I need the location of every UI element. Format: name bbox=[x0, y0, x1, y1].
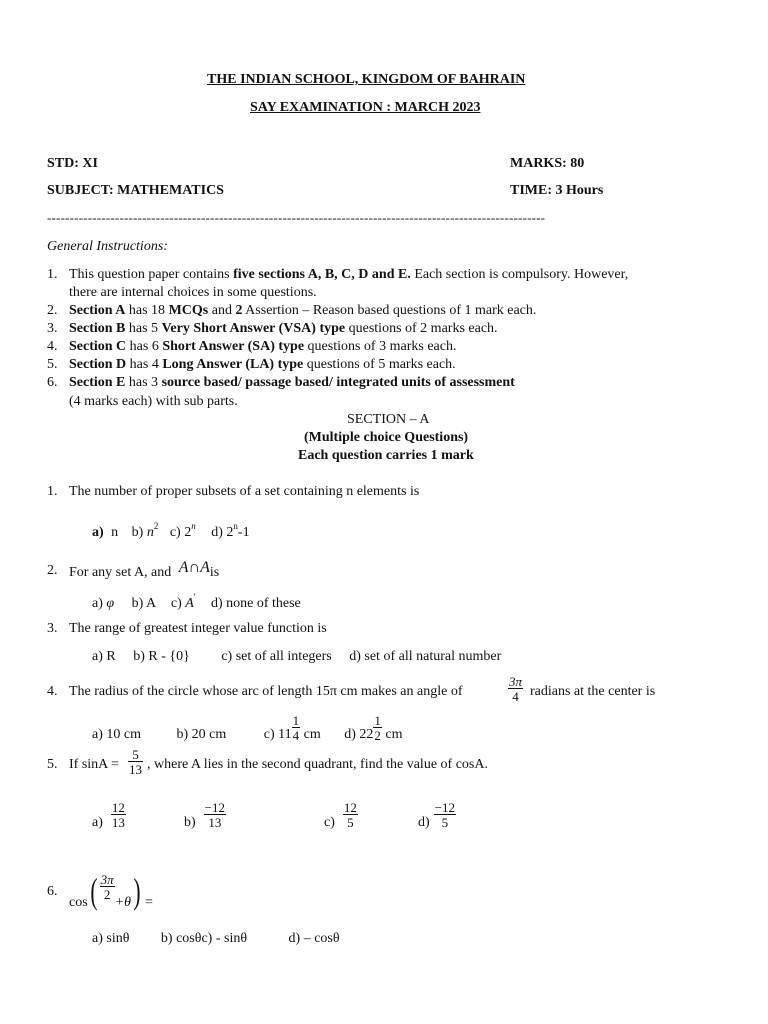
option-a-label: a) bbox=[92, 815, 103, 831]
option-d: d) – cosθ bbox=[288, 931, 340, 946]
option-c-label: c) bbox=[170, 596, 182, 611]
option-d: d) set of all natural number bbox=[349, 649, 502, 664]
item-bold: Very Short Answer (VSA) type bbox=[161, 321, 346, 336]
option-c-label: c) bbox=[324, 815, 335, 831]
option-c: c) - sinθ bbox=[201, 931, 248, 946]
section-note: Each question carries 1 mark bbox=[298, 448, 474, 463]
option-b-exponent: 2 bbox=[153, 521, 159, 531]
time-label: TIME: 3 Hours bbox=[510, 183, 604, 198]
question-4-tail: radians at the center is bbox=[530, 684, 656, 699]
option-c-exponent: n bbox=[191, 521, 196, 531]
fraction-denominator: 5 bbox=[434, 814, 456, 829]
fraction-numerator: 3π bbox=[509, 674, 523, 689]
question-5-fraction bbox=[128, 748, 143, 776]
instruction-item bbox=[47, 339, 457, 354]
option-b: b) cosθ bbox=[160, 931, 202, 946]
fraction-denominator: 2 bbox=[100, 886, 115, 901]
option-b-fraction bbox=[204, 801, 226, 829]
option-c-value: 2 bbox=[184, 525, 192, 540]
option-a-value: n bbox=[111, 525, 119, 540]
question-text: The number of proper subsets of a set containing n elements is bbox=[69, 484, 420, 499]
question-4-fraction bbox=[508, 675, 523, 703]
option-d-label: d) bbox=[418, 815, 430, 831]
option-c-value: A bbox=[185, 596, 194, 611]
question-4-options bbox=[92, 714, 403, 742]
option-b-value: n bbox=[146, 525, 154, 540]
fraction bbox=[100, 873, 115, 901]
item-text: Each section is compulsory. However, bbox=[410, 267, 629, 282]
instruction-item bbox=[47, 357, 456, 372]
question-number: 4. bbox=[47, 684, 58, 699]
item-text: questions of 3 marks each. bbox=[304, 339, 457, 354]
std-label: STD: XI bbox=[47, 156, 98, 171]
item-number: 2. bbox=[47, 303, 58, 318]
instruction-item bbox=[47, 267, 629, 282]
question-1-options bbox=[92, 522, 250, 540]
school-title: THE INDIAN SCHOOL, KINGDOM OF BAHRAIN bbox=[207, 72, 526, 87]
math-expression: A∩A bbox=[178, 559, 210, 576]
fraction-denominator: 13 bbox=[111, 815, 125, 830]
fraction-denominator: 4 bbox=[508, 688, 523, 703]
option-c-fraction bbox=[292, 714, 301, 742]
fraction bbox=[508, 675, 523, 703]
item-text: has 3 bbox=[125, 375, 162, 390]
item-number: 5. bbox=[47, 357, 58, 372]
option-a: a) sinθ bbox=[92, 931, 130, 946]
item-number: 3. bbox=[47, 321, 58, 336]
option-b: b) 20 cm bbox=[176, 727, 227, 743]
question-5-option-c bbox=[324, 801, 358, 829]
item-text: has 6 bbox=[126, 339, 163, 354]
fraction-numerator: 12 bbox=[343, 800, 357, 815]
question-number: 5. bbox=[47, 757, 58, 772]
fraction-numerator: 3π bbox=[100, 872, 114, 887]
question-5-tail: , where A lies in the second quadrant, find the value of cosA. bbox=[147, 757, 488, 772]
question-text: For any set A, and bbox=[69, 565, 175, 580]
item-number: 4. bbox=[47, 339, 58, 354]
question-5-option-b bbox=[184, 801, 226, 829]
item-bold: Section A bbox=[69, 303, 126, 318]
math-function: cos bbox=[69, 895, 88, 911]
fraction-numerator: 12 bbox=[111, 800, 125, 815]
equals-sign: = bbox=[145, 895, 153, 911]
exam-title: SAY EXAMINATION : MARCH 2023 bbox=[250, 100, 481, 115]
option-c-fraction bbox=[343, 801, 358, 829]
fraction-numerator: −12 bbox=[204, 800, 226, 815]
item-bold: Long Answer (LA) type bbox=[162, 357, 304, 372]
question-3 bbox=[47, 621, 327, 636]
question-5-option-a bbox=[92, 801, 126, 829]
fraction-denominator: 5 bbox=[343, 814, 358, 829]
question-4 bbox=[47, 684, 463, 699]
instructions-heading: General Instructions: bbox=[47, 239, 168, 254]
item-text: has 18 bbox=[125, 303, 169, 318]
question-2 bbox=[47, 559, 220, 580]
option-d-exponent: n bbox=[233, 521, 238, 531]
instruction-item bbox=[47, 375, 515, 390]
question-number: 3. bbox=[47, 621, 58, 636]
fraction-denominator: 13 bbox=[204, 814, 226, 829]
question-5 bbox=[47, 757, 119, 772]
item-bold: Section C bbox=[69, 339, 127, 354]
option-c-whole: c) 11 bbox=[263, 727, 292, 743]
question-text: The range of greatest integer value function is bbox=[69, 621, 327, 636]
fraction-numerator: −12 bbox=[434, 800, 456, 815]
option-b: b) R - {0} bbox=[133, 649, 190, 664]
item-bold: MCQs bbox=[168, 303, 209, 318]
option-d-tail: -1 bbox=[237, 525, 250, 540]
question-1 bbox=[47, 484, 420, 499]
option-d-label: d) bbox=[211, 525, 223, 540]
instruction-item-cont: (4 marks each) with sub parts. bbox=[69, 394, 238, 409]
item-bold: 2 bbox=[235, 303, 243, 318]
option-a: a) 10 cm bbox=[92, 727, 141, 743]
option-c-label: c) bbox=[169, 525, 181, 540]
option-d-fraction bbox=[373, 714, 382, 742]
option-b-label: b) bbox=[131, 525, 144, 540]
item-bold: five sections A, B, C, D and E. bbox=[233, 267, 411, 282]
instruction-item bbox=[47, 321, 498, 336]
option-c: c) set of all integers bbox=[221, 649, 332, 664]
subject-label: SUBJECT: MATHEMATICS bbox=[47, 183, 224, 198]
instruction-item-cont: there are internal choices in some questions. bbox=[69, 285, 317, 300]
option-c-prime: ' bbox=[193, 592, 196, 602]
option-a-value: φ bbox=[106, 596, 115, 611]
question-2-options bbox=[92, 593, 301, 611]
section-title: SECTION – A bbox=[347, 412, 430, 427]
fraction-numerator: 1 bbox=[374, 713, 381, 728]
math-term: +θ bbox=[114, 895, 132, 911]
option-a-fraction bbox=[111, 801, 126, 829]
option-d-fraction bbox=[434, 801, 456, 829]
option-d-whole: d) 22 bbox=[344, 727, 374, 743]
option-c-unit: cm bbox=[303, 727, 321, 743]
option-d-unit: cm bbox=[385, 727, 403, 743]
question-text: If sinA = bbox=[69, 757, 119, 772]
question-5-option-d bbox=[418, 801, 456, 829]
item-text: questions of 2 marks each. bbox=[345, 321, 498, 336]
question-6-options bbox=[92, 932, 340, 946]
option-a: a) R bbox=[92, 649, 116, 664]
paren-close: ) bbox=[133, 871, 141, 911]
item-bold: source based/ passage based/ integrated units of assessment bbox=[161, 375, 515, 390]
item-bold: Section D bbox=[69, 357, 127, 372]
option-d-value: 2 bbox=[226, 525, 234, 540]
option-b: b) A bbox=[131, 596, 156, 611]
fraction-numerator: 1 bbox=[292, 713, 300, 728]
paren-open: ( bbox=[90, 871, 98, 911]
question-3-options bbox=[92, 650, 501, 664]
option-b-label: b) bbox=[184, 815, 196, 831]
separator-line: -------------------------------------------------------------------------------------------------------------- bbox=[47, 210, 546, 225]
fraction-denominator: 13 bbox=[129, 762, 142, 777]
fraction-denominator: 2 bbox=[374, 728, 381, 743]
fraction-denominator: 4 bbox=[292, 728, 300, 743]
question-number: 6. bbox=[47, 884, 58, 899]
option-a-label: a) bbox=[92, 525, 104, 540]
option-a-label: a) bbox=[92, 596, 103, 611]
question-text-tail: is bbox=[209, 565, 220, 580]
item-text: has 4 bbox=[126, 357, 163, 372]
item-bold: Short Answer (SA) type bbox=[162, 339, 305, 354]
question-number: 1. bbox=[47, 484, 58, 499]
option-d: d) none of these bbox=[210, 596, 301, 611]
section-subtitle: (Multiple choice Questions) bbox=[304, 430, 469, 445]
question-number: 2. bbox=[47, 563, 58, 578]
item-text: questions of 5 marks each. bbox=[303, 357, 456, 372]
marks-label: MARKS: 80 bbox=[510, 156, 585, 171]
fraction-numerator: 5 bbox=[132, 747, 139, 762]
item-text: This question paper contains bbox=[69, 267, 234, 282]
item-text: and bbox=[208, 303, 236, 318]
question-text: The radius of the circle whose arc of length 15π cm makes an angle of bbox=[69, 684, 463, 699]
fraction bbox=[128, 748, 143, 776]
instruction-item bbox=[47, 303, 537, 318]
item-text: Assertion – Reason based questions of 1 mark each. bbox=[242, 303, 537, 318]
item-number: 1. bbox=[47, 267, 58, 282]
item-number: 6. bbox=[47, 375, 58, 390]
item-bold: Section E bbox=[69, 375, 126, 390]
item-bold: Section B bbox=[69, 321, 126, 336]
item-text: has 5 bbox=[125, 321, 162, 336]
